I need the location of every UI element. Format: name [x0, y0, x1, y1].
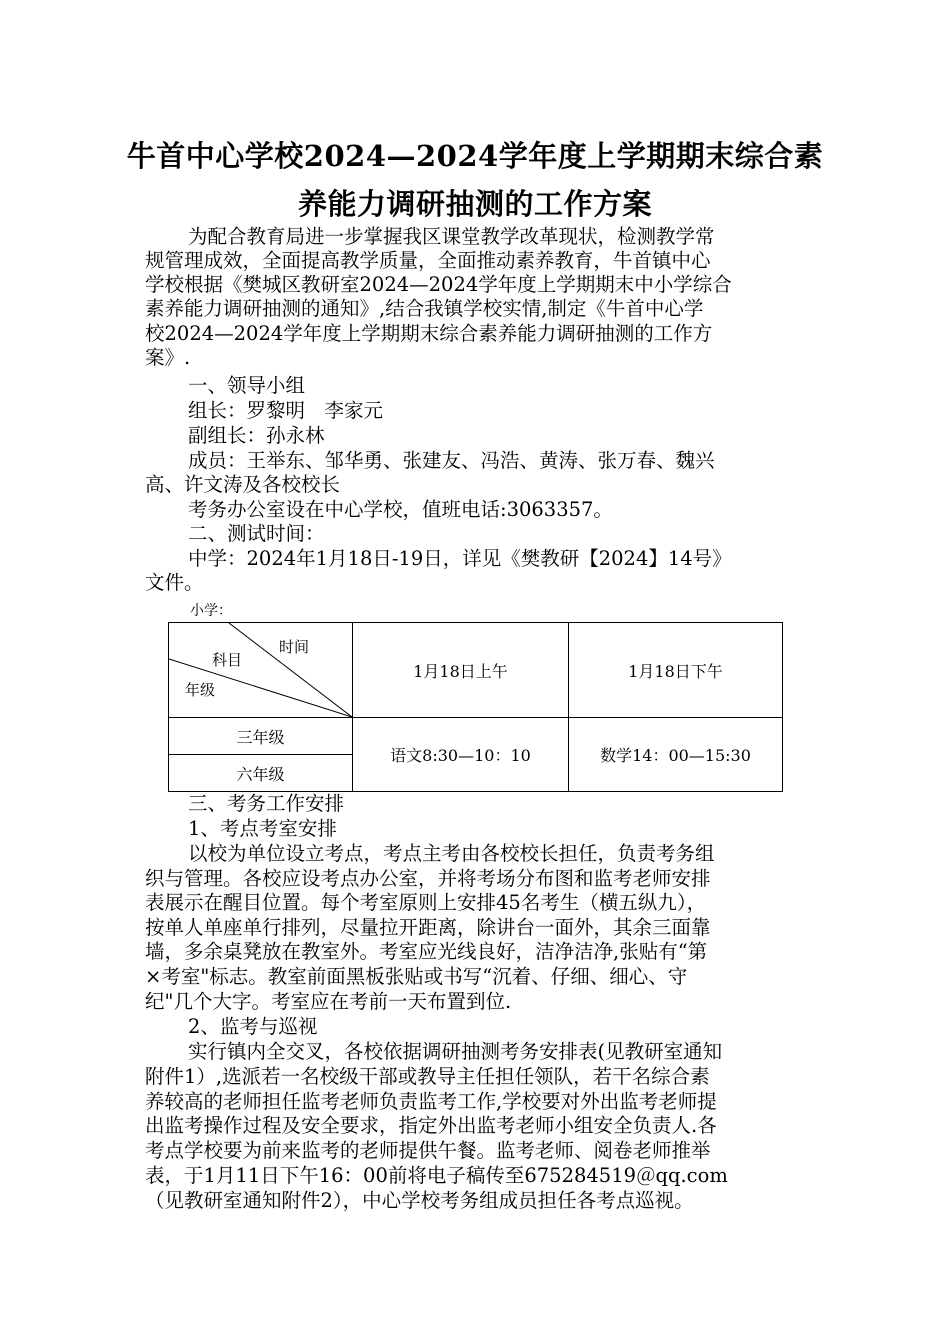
exam-rooms-line: 表展示在醒目位置。每个考室原则上安排45名考生（横五纵九），: [145, 891, 707, 914]
middle-school-line: 文件。: [145, 571, 204, 594]
leader-line: 组长：罗黎明 李家元: [188, 399, 384, 422]
exam-rooms-line: 墙，多余桌凳放在教室外。考室应光线良好，洁净洁净,张贴有“第: [145, 940, 708, 963]
header-subject-label: 科目: [212, 651, 243, 669]
office-line: 考务办公室设在中心学校，值班电话:3063357。: [188, 498, 613, 521]
section-heading-leadership: 一、领导小组: [188, 374, 306, 397]
deputy-leader-line: 副组长：孙永林: [188, 424, 325, 447]
cell-math-schedule: 数学14：00—15:30: [569, 718, 783, 792]
subheading-exam-rooms: 1、考点考室安排: [188, 817, 337, 840]
intro-line: 为配合教育局进一步掌握我区课堂教学改革现状，检测教学常: [188, 225, 715, 248]
row-header-grade-3: 三年级: [169, 718, 353, 755]
diagonal-header-cell: [169, 623, 353, 718]
members-line: 高、许文涛及各校校长: [145, 473, 341, 496]
invigilation-line: 养较高的老师担任监考老师负责监考工作,学校要对外出监考老师提: [145, 1090, 717, 1113]
exam-rooms-line: 按单人单座单行排列，尽量拉开距离，除讲台一面外，其余三面靠: [145, 916, 711, 939]
cell-chinese-schedule: 语文8:30—10：10: [353, 718, 569, 792]
header-time-label: 时间: [279, 638, 310, 656]
exam-rooms-line: 纪"几个大字。考室应在考前一天布置到位.: [145, 990, 512, 1013]
document-title-line-2: 养能力调研抽测的工作方案: [297, 187, 652, 221]
exam-rooms-line: 以校为单位设立考点，考点主考由各校校长担任，负责考务组: [188, 842, 715, 865]
members-line: 成员：王举东、邹华勇、张建友、冯浩、黄涛、张万春、魏兴: [188, 449, 715, 472]
exam-rooms-line: ×考室"标志。教室前面黑板张贴或书写“沉着、仔细、细心、守: [145, 965, 688, 988]
primary-school-label: 小学：: [190, 603, 232, 619]
invigilation-line: 附件1）,选派若一名校级干部或教导主任担任领队，若干名综合素: [145, 1065, 710, 1088]
column-header-morning: 1月18日上午: [353, 623, 569, 718]
invigilation-line: （见教研室通知附件2），中心学校考务组成员担任各考点巡视。: [145, 1189, 694, 1212]
invigilation-line: 出监考操作过程及安全要求，指定外出监考老师小组安全负责人.各: [145, 1114, 717, 1137]
row-header-grade-6: 六年级: [169, 755, 353, 792]
diagonal-lines: [169, 623, 352, 717]
section-heading-exam-work: 三、考务工作安排: [188, 792, 345, 815]
invigilation-line: 表，于1月11日下午16：00前将电子稿传至675284519＠qq.com: [145, 1164, 728, 1187]
column-header-afternoon: 1月18日下午: [569, 623, 783, 718]
exam-rooms-line: 织与管理。各校应设考点办公室，并将考场分布图和监考老师安排: [145, 867, 711, 890]
intro-line: 素养能力调研抽测的通知》,结合我镇学校实情,制定《牛首中心学: [145, 297, 704, 320]
intro-line: 学校根据《樊城区教研室2024—2024学年度上学期期末中小学综合: [145, 273, 732, 296]
invigilation-line: 考点学校要为前来监考的老师提供午餐。监考老师、阅卷老师推举: [145, 1139, 711, 1162]
schedule-table: [168, 622, 783, 792]
intro-line: 规管理成效，全面提高教学质量，全面推动素养教育，牛首镇中心: [145, 249, 711, 272]
section-heading-test-time: 二、测试时间：: [188, 522, 325, 545]
header-grade-label: 年级: [185, 681, 216, 699]
middle-school-line: 中学：2024年1月18日-19日，详见《樊教研【2024】14号》: [188, 547, 732, 570]
intro-line: 校2024—2024学年度上学期期末综合素养能力调研抽测的工作方: [145, 322, 713, 345]
invigilation-line: 实行镇内全交叉，各校依据调研抽测考务安排表(见教研室通知: [188, 1040, 723, 1063]
intro-line: 案》.: [145, 346, 191, 369]
subheading-invigilation: 2、监考与巡视: [188, 1015, 318, 1038]
document-title-line-1: 牛首中心学校2024—2024学年度上学期期末综合素: [126, 139, 824, 173]
